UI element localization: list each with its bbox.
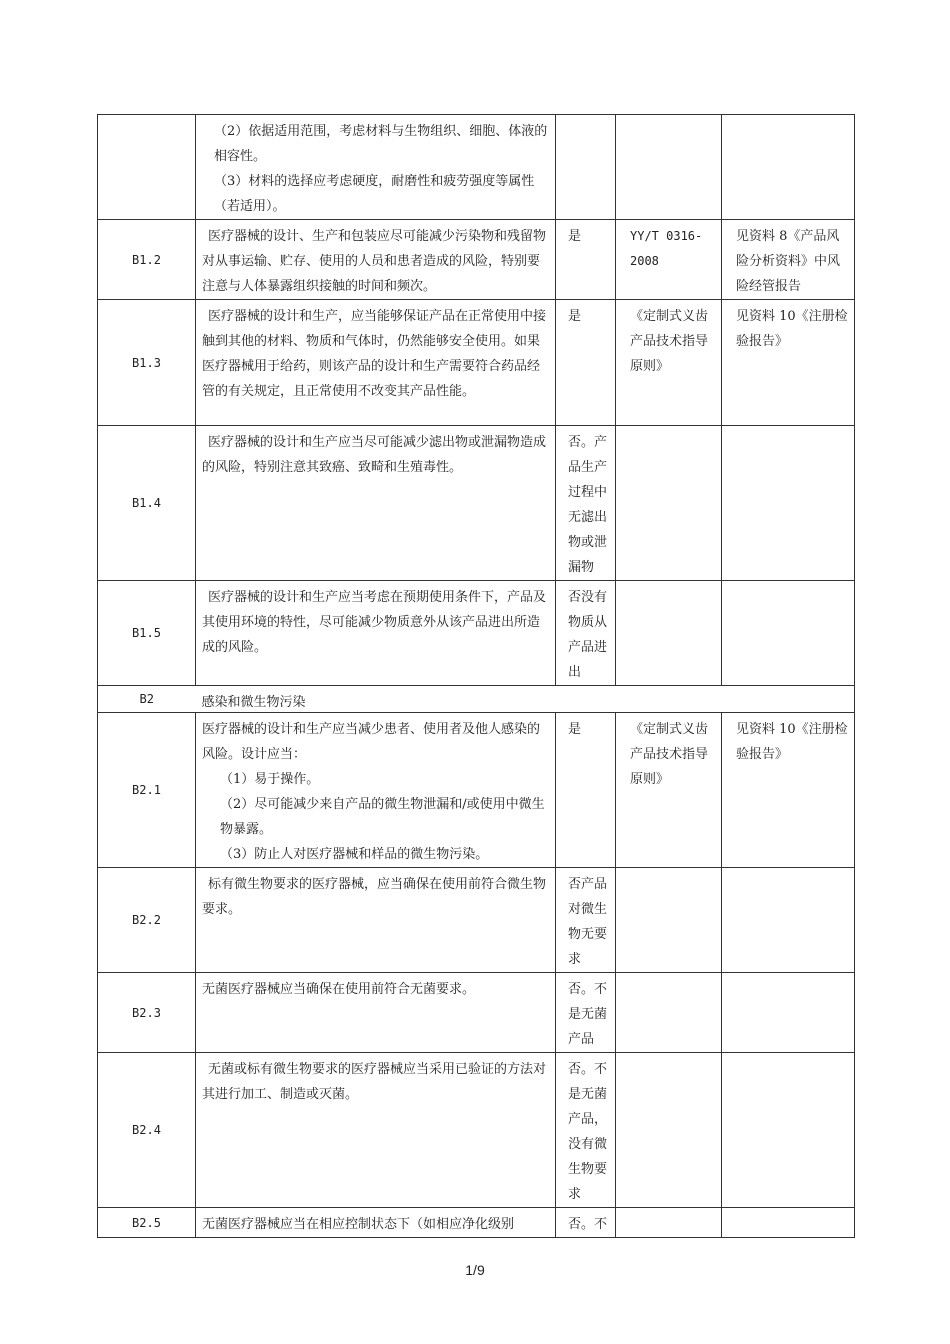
evidence-cell: 见资料 10《注册检验报告》 xyxy=(722,713,855,868)
evidence-cell xyxy=(722,581,855,686)
table-row xyxy=(98,1208,855,1238)
requirement-text: 医疗器械的设计和生产应当考虑在预期使用条件下，产品及其使用环境的特性，尽可能减少物质意外从该产品进出所造成的风险。 xyxy=(196,581,556,686)
applicable-cell: 否。不是无菌产品 xyxy=(556,973,616,1053)
requirement-text: 医疗器械的设计、生产和包装应尽可能减少污染物和残留物对从事运输、贮存、使用的人员和患者造成的风险，特别要注意与人体暴露组织接触的时间和频次。 xyxy=(196,220,556,300)
applicable-cell: 是 xyxy=(556,300,616,426)
table-row xyxy=(98,426,855,581)
method-cell xyxy=(616,426,722,581)
clause-code: B2.5 xyxy=(98,1208,196,1238)
method-cell xyxy=(616,581,722,686)
page-number: 1/9 xyxy=(465,1262,485,1278)
evidence-cell xyxy=(722,1053,855,1208)
requirement-text: 医疗器械的设计和生产应当尽可能减少滤出物或泄漏物造成的风险，特别注意其致癌、致畸和生殖毒性。 xyxy=(196,426,556,581)
evidence-cell: 见资料 8《产品风险分析资料》中风险经管报告 xyxy=(722,220,855,300)
requirement-text: 无菌医疗器械应当确保在使用前符合无菌要求。 xyxy=(196,973,556,1053)
applicable-cell: 否。不是无菌产品，没有微生物要求 xyxy=(556,1053,616,1208)
evidence-cell xyxy=(722,1208,855,1238)
clause-code: B1.2 xyxy=(98,220,196,300)
method-cell xyxy=(616,1208,722,1238)
evidence-cell xyxy=(722,115,855,220)
table-row xyxy=(98,868,855,973)
method-cell: YY/T 0316-2008 xyxy=(616,220,722,300)
requirement-text: （2）依据适用范围，考虑材料与生物组织、细胞、体液的相容性。 （3）材料的选择应考虑硬度，耐磨性和疲劳强度等属性（若适用）。 xyxy=(196,115,556,220)
requirement-text: 医疗器械的设计和生产应当减少患者、使用者及他人感染的风险。设计应当： （1）易于操作。 （2）尽可能减少来自产品的微生物泄漏和/或使用中微生物暴露。 （3）防止人对医疗器械和样品的微生物污染。 xyxy=(196,713,556,868)
applicable-cell: 否没有物质从产品进出 xyxy=(556,581,616,686)
applicable-cell: 否。产品生产过程中无滤出物或泄漏物 xyxy=(556,426,616,581)
clause-code: B1.5 xyxy=(98,581,196,686)
method-cell xyxy=(616,1053,722,1208)
method-cell xyxy=(616,868,722,973)
evidence-cell: 见资料 10《注册检验报告》 xyxy=(722,300,855,426)
section-code: B2 xyxy=(98,686,196,713)
clause-code xyxy=(98,115,196,220)
applicable-cell: 否。不 xyxy=(556,1208,616,1238)
table-row xyxy=(98,220,855,300)
applicable-cell: 是 xyxy=(556,220,616,300)
clause-code: B1.3 xyxy=(98,300,196,426)
method-cell: 《定制式义齿产品技术指导原则》 xyxy=(616,713,722,868)
clause-code: B2.4 xyxy=(98,1053,196,1208)
method-cell: 《定制式义齿产品技术指导原则》 xyxy=(616,300,722,426)
table-row xyxy=(98,713,855,868)
section-row xyxy=(98,686,855,713)
evidence-cell xyxy=(722,973,855,1053)
section-title: 感染和微生物污染 xyxy=(196,686,855,713)
requirement-text: 医疗器械的设计和生产，应当能够保证产品在正常使用中接触到其他的材料、物质和气体时，仍然能够安全使用。如果医疗器械用于给药，则该产品的设计和生产需要符合药品经管的有关规定，且正常使用不改变其产品性能。 xyxy=(196,300,556,426)
clause-code: B2.3 xyxy=(98,973,196,1053)
table-row xyxy=(98,973,855,1053)
clause-code: B2.1 xyxy=(98,713,196,868)
clause-code: B1.4 xyxy=(98,426,196,581)
applicable-cell: 是 xyxy=(556,713,616,868)
table-row xyxy=(98,581,855,686)
clause-code: B2.2 xyxy=(98,868,196,973)
evidence-cell xyxy=(722,868,855,973)
requirement-text: 无菌或标有微生物要求的医疗器械应当采用已验证的方法对其进行加工、制造或灭菌。 xyxy=(196,1053,556,1208)
method-cell xyxy=(616,115,722,220)
applicable-cell: 否产品对微生物无要求 xyxy=(556,868,616,973)
table-row xyxy=(98,300,855,426)
requirement-text: 标有微生物要求的医疗器械，应当确保在使用前符合微生物要求。 xyxy=(196,868,556,973)
table-row xyxy=(98,115,855,220)
requirements-table xyxy=(97,114,855,1238)
evidence-cell xyxy=(722,426,855,581)
applicable-cell xyxy=(556,115,616,220)
requirement-text: 无菌医疗器械应当在相应控制状态下（如相应净化级别 xyxy=(196,1208,556,1238)
method-cell xyxy=(616,973,722,1053)
table-row xyxy=(98,1053,855,1208)
